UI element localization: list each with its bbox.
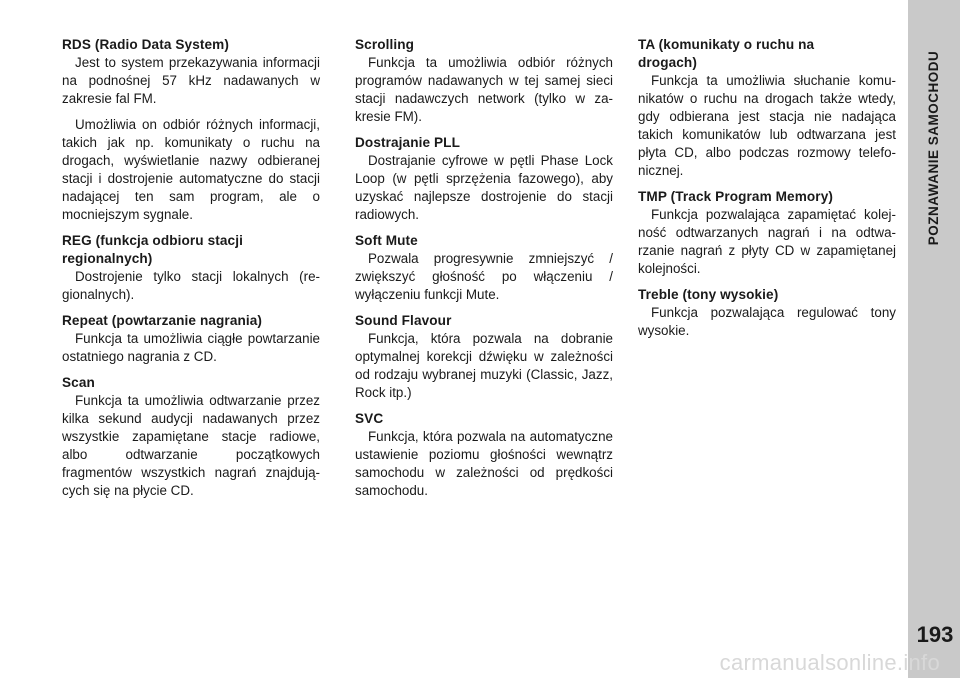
- section-heading: TA (komunikaty o ruchu na drogach): [638, 37, 815, 70]
- section-heading: Scrolling: [355, 37, 415, 52]
- paragraph: Umożliwia on odbiór różnych informacji, takich jak np. komunikaty o ruchu na drogach, wyświetlanie nazwy odbieranej stacji i dostrojenie automatyczne do stacji nadającej ten sam program, ale o mocniejszym sygnale.: [62, 117, 320, 222]
- text-column-2: [355, 36, 613, 508]
- section-heading: Treble (tony wysokie): [638, 287, 779, 302]
- section-heading: SVC: [355, 411, 384, 426]
- text-column-3: [638, 36, 896, 348]
- paragraph: Dostrajanie cyfrowe w pętli Phase Lock Loop (w pętli sprzężenia fazowego), aby uzyskać najlepsze dostrojenie do stacji radiowych.: [355, 153, 613, 222]
- paragraph: Jest to system przekazywania informacji na podnośnej 57 kHz nadawanych w zakresie fal FM.: [62, 55, 320, 106]
- section-scrolling: [355, 36, 613, 126]
- section-heading: RDS (Radio Data System): [62, 37, 229, 52]
- paragraph: Pozwala progresywnie zmniejszyć / zwiększyć głośność po włączeniu / wyłączeniu funkcji Mute.: [355, 251, 613, 302]
- section-heading: TMP (Track Program Memory): [638, 189, 833, 204]
- section-heading: Soft Mute: [355, 233, 418, 248]
- paragraph: Funkcja ta umożliwia słuchanie komunikatów o ruchu na drogach także wtedy, gdy odbierana jest stacja nie nadająca takich komunikatów lub odtwarzana jest płyta CD, albo podczas rozmowy telefonicznej.: [638, 73, 896, 178]
- section-heading: Repeat (powtarzanie nagrania): [62, 313, 263, 328]
- section-ta: [638, 36, 896, 180]
- text-column-1: [62, 36, 320, 508]
- section-heading: Scan: [62, 375, 95, 390]
- paragraph: Dostrojenie tylko stacji lokalnych (regionalnych).: [62, 269, 320, 302]
- section-scan: [62, 374, 320, 500]
- section-heading: REG (funkcja odbioru stacji regionalnych): [62, 233, 243, 266]
- section-heading: Sound Flavour: [355, 313, 452, 328]
- section-soft-mute: [355, 232, 613, 304]
- paragraph: Funkcja ta umożliwia odbiór różnych programów nadawanych w tej samej sieci stacji nadawczych network (tylko w zakresie FM).: [355, 55, 613, 124]
- paragraph: Funkcja, która pozwala na dobranie optymalnej korekcji dźwięku w zależności od rodzaju wybranej muzyki (Classic, Jazz, Rock itp.): [355, 331, 613, 400]
- section-pll: [355, 134, 613, 224]
- paragraph: Funkcja pozwalająca zapamiętać kolejność odtwarzanych nagrań i na odtwarzanie nagrań z płyty CD w zapamiętanej kolejności.: [638, 207, 896, 276]
- section-treble: [638, 286, 896, 340]
- paragraph: Funkcja ta umożliwia ciągłe powtarzanie ostatniego nagrania z CD.: [62, 331, 320, 364]
- section-repeat: [62, 312, 320, 366]
- section-tmp: [638, 188, 896, 278]
- watermark-text: carmanualsonline.info: [719, 650, 940, 675]
- page-number: 193: [916, 622, 954, 647]
- section-sound-flavour: [355, 312, 613, 402]
- chapter-title: POZNAWANIE SAMOCHODU: [926, 50, 941, 246]
- section-svc: [355, 410, 613, 500]
- section-heading: Dostrajanie PLL: [355, 135, 460, 150]
- section-rds: [62, 36, 320, 224]
- paragraph: Funkcja, która pozwala na automatyczne ustawienie poziomu głośności wewnątrz samochodu w zależności od prędkości samochodu.: [355, 429, 613, 498]
- paragraph: Funkcja pozwalająca regulować tony wysokie.: [638, 305, 896, 338]
- section-reg: [62, 232, 320, 304]
- paragraph: Funkcja ta umożliwia odtwarzanie przez kilka sekund audycji nadawanych przez wszystkie zapamiętane stacje radiowe, albo odtwarzanie początkowych fragmentów wszystkich nagrań znajdujących się na płycie CD.: [62, 393, 320, 498]
